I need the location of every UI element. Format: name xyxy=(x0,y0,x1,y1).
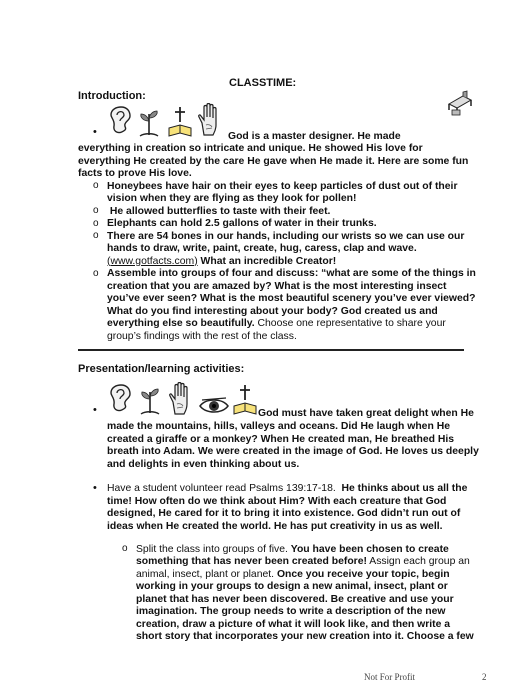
fact-line: creation that you are amazed by? What is the most interesting insect xyxy=(107,280,447,292)
intro-heading: Introduction: xyxy=(78,90,146,102)
split-line xyxy=(136,556,470,569)
section-divider xyxy=(78,349,464,351)
footer-text: Not For Profit xyxy=(364,672,416,682)
split-normal: animal, insect, plant or planet. xyxy=(136,568,277,580)
fact-line: hands to draw, write, paint, create, hug, caress, clap and wave. xyxy=(107,243,417,254)
psalm-normal: Have a student volunteer read Psalms 139:17-18. xyxy=(107,483,336,494)
bible-icon xyxy=(167,106,193,138)
gotfacts-link[interactable]: (www.gotfacts.com) xyxy=(107,255,198,267)
psalm-bold: He thinks about us all the xyxy=(335,483,468,494)
page-number: 2 xyxy=(482,672,487,682)
ear-icon xyxy=(108,106,132,136)
sub-bullet: o xyxy=(122,543,128,554)
intro-line: facts to prove His love. xyxy=(78,168,192,179)
intro-line: everything in creation so intricate and unique. He showed His love for xyxy=(78,143,423,154)
split-line: creation, draw a picture of what it will look like, and then write a xyxy=(136,618,451,630)
fact-normal-part: Choose one representative to share your xyxy=(254,318,446,329)
sub-bullet: o xyxy=(93,180,99,191)
psalm-line: ideas when He created the world. He has put creativity in us as well. xyxy=(107,520,443,532)
fact-tail: What an incredible Creator! xyxy=(197,255,337,267)
ear-icon xyxy=(108,384,132,414)
psalm-line xyxy=(107,483,467,496)
fact-line: There are 54 bones in our hands, including our wrists so we can use our xyxy=(107,230,465,242)
presentation-line: and delights in even thinking about us. xyxy=(107,458,300,470)
bullet: • xyxy=(93,404,97,416)
fact-line: Elephants can hold 2.5 gallons of water in their trunks. xyxy=(107,218,377,229)
sub-bullet: o xyxy=(93,268,99,279)
hand-icon xyxy=(197,103,223,137)
split-line: short story that incorporates your new creation into it. Choose a few xyxy=(136,631,474,642)
bullet: • xyxy=(93,482,97,494)
presentation-line: created a giraffe or a monkey? When He created man, He breathed His xyxy=(107,433,455,445)
psalm-line: time! How often do we think about Him? With each creature that God xyxy=(107,495,447,507)
sprout-icon xyxy=(138,386,162,416)
split-bold: Once you receive your topic, begin xyxy=(276,568,450,580)
fact-bold-part: everything else so beautifully. xyxy=(107,318,255,329)
split-line: working in your groups to design a new animal, insect, plant or xyxy=(136,581,448,592)
split-normal: Split the class into groups of five. xyxy=(136,543,291,555)
bible-icon xyxy=(232,384,258,416)
split-normal: Assign each group an xyxy=(366,556,470,567)
page-title: CLASSTIME: xyxy=(229,77,297,89)
fact-line: What do you find interesting about your body? God created us and xyxy=(107,305,438,317)
fact-line: Honeybees have hair on their eyes to keep particles of dust out of their xyxy=(107,180,458,192)
split-line xyxy=(136,569,450,582)
fact-line: you’ve ever seen? What is the most beautiful scenery you’ve ever viewed? xyxy=(107,293,476,304)
eye-icon xyxy=(198,396,230,416)
split-bold: something that has never been created before! xyxy=(136,556,367,567)
desk-icon xyxy=(446,90,474,118)
fact-line: He allowed butterflies to taste with their feet. xyxy=(107,205,331,217)
presentation-line: made the mountains, hills, valleys and oceans. Did He laugh when He xyxy=(107,421,450,432)
presentation-lead: God must have taken great delight when He xyxy=(258,408,474,419)
split-line xyxy=(136,544,449,557)
fact-line: vision when they are flying as they look for pollen! xyxy=(107,193,357,204)
split-line: imagination. The group needs to write a description of the new xyxy=(136,606,446,617)
fact-source-line xyxy=(107,256,336,269)
presentation-line: breath into Adam. We were created in the image of God. He loves us deeply xyxy=(107,446,479,457)
fact-line: Assemble into groups of four and discuss: “what are some of the things in xyxy=(107,268,476,279)
fact-line: group’s findings with the rest of the class. xyxy=(107,330,297,342)
split-line: planet that has never been discovered. Be creative and use your xyxy=(136,593,454,605)
fact-line xyxy=(107,318,446,331)
intro-line: everything He created by the care He gave when He made it. Here are some fun xyxy=(78,155,469,167)
sub-bullet: o xyxy=(93,218,99,229)
psalm-line: designed, He cared for it to bring it into existence. God didn’t run out of xyxy=(107,508,461,519)
split-bold: You have been chosen to create xyxy=(290,543,449,555)
bullet: • xyxy=(93,126,97,138)
presentation-heading: Presentation/learning activities: xyxy=(78,363,245,375)
sub-bullet: o xyxy=(93,230,99,241)
hand-icon xyxy=(168,382,194,416)
sprout-icon xyxy=(137,108,161,138)
sub-bullet: o xyxy=(93,205,99,216)
intro-lead: God is a master designer. He made xyxy=(228,131,401,142)
